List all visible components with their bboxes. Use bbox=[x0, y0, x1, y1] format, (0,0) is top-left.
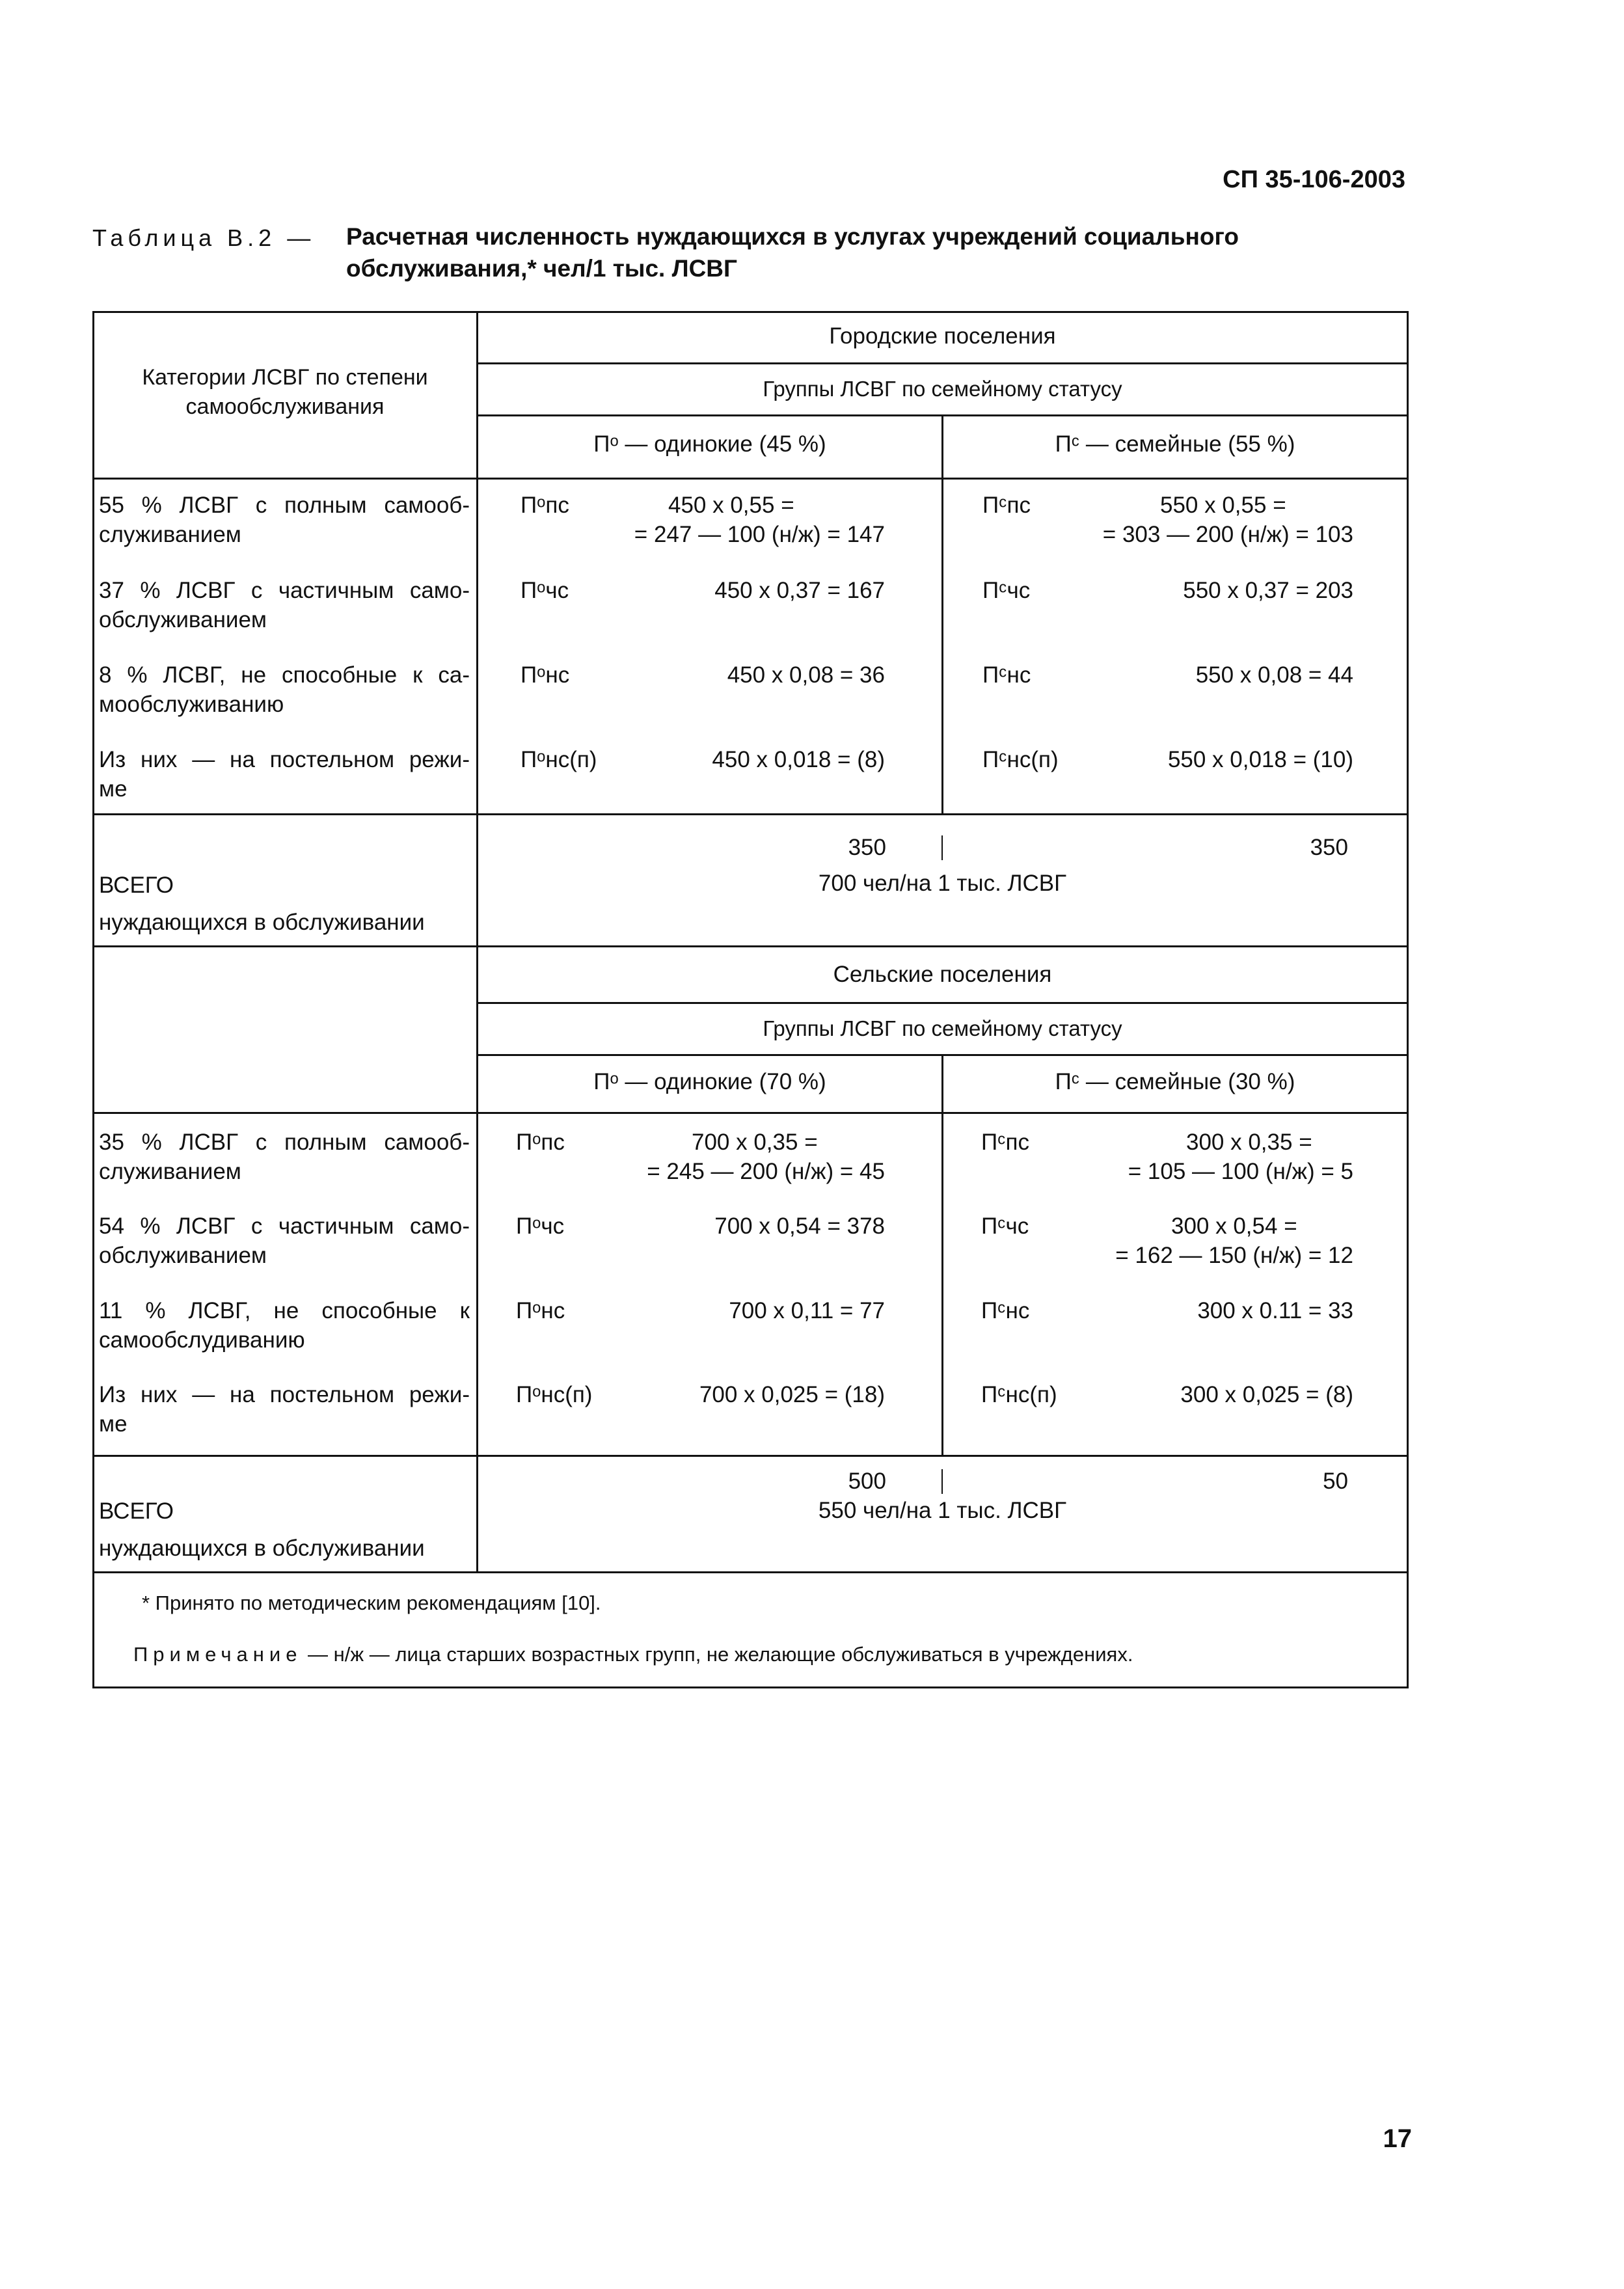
rural-single-column-header: Пᵒ — одинокие (70 %) bbox=[593, 1069, 826, 1094]
rural-family-groups-header: Группы ЛСВГ по семейному статусу bbox=[763, 1016, 1122, 1040]
urban-family-column-header: Пᶜ — семейные (55 %) bbox=[1055, 431, 1295, 457]
total-label-cont: нуждающихся в обслуживании bbox=[99, 910, 425, 935]
single-group-code: Пᵒпс bbox=[516, 1130, 565, 1155]
single-formula: 450 x 0,08 = 36 bbox=[727, 662, 885, 688]
rural-family-column-header: Пᶜ — семейные (30 %) bbox=[1055, 1069, 1295, 1094]
single-formula: 450 x 0,018 = (8) bbox=[712, 747, 885, 772]
urban-family-groups-header: Группы ЛСВГ по семейному статусу bbox=[763, 377, 1122, 401]
note-label: Примечание bbox=[133, 1643, 303, 1666]
category-label: Из них — на постельном режи- bbox=[99, 1382, 470, 1407]
family-formula: 300 x 0.11 = 33 bbox=[1197, 1298, 1353, 1323]
family-group-code: Пᶜнс(п) bbox=[981, 1382, 1057, 1407]
family-formula: 550 x 0,08 = 44 bbox=[1195, 662, 1353, 688]
category-label: 54 % ЛСВГ с частичным само- bbox=[99, 1213, 470, 1239]
family-result: = 105 — 100 (н/ж) = 5 bbox=[1128, 1159, 1353, 1184]
category-label: Из них — на постельном режи- bbox=[99, 747, 470, 772]
category-header-cont: самообслуживания bbox=[185, 394, 385, 419]
table-caption-prefix: Таблица В.2 — bbox=[92, 224, 316, 251]
family-group-code: Пᶜпс bbox=[982, 493, 1031, 518]
category-label: 37 % ЛСВГ с частичным само- bbox=[99, 578, 470, 603]
category-label-cont: служиванием bbox=[99, 1159, 241, 1184]
single-formula: 450 x 0,55 = bbox=[668, 493, 794, 518]
single-formula: 700 x 0,54 = 378 bbox=[714, 1213, 885, 1239]
total-all: 700 чел/на 1 тыс. ЛСВГ bbox=[818, 871, 1067, 896]
family-formula: 550 x 0,37 = 203 bbox=[1183, 578, 1353, 603]
single-result: = 245 — 200 (н/ж) = 45 bbox=[647, 1159, 885, 1184]
total-single: 500 bbox=[848, 1469, 886, 1494]
category-label: 8 % ЛСВГ, не способные к са- bbox=[99, 662, 470, 688]
category-label-cont: обслуживанием bbox=[99, 1243, 267, 1268]
family-formula: 300 x 0,35 = bbox=[1186, 1130, 1312, 1155]
total-label-cont: нуждающихся в обслуживании bbox=[99, 1536, 425, 1561]
family-group-code: Пᶜнс(п) bbox=[982, 747, 1059, 772]
document-code: СП 35-106-2003 bbox=[1223, 166, 1405, 193]
total-family: 350 bbox=[1310, 835, 1348, 860]
table-note bbox=[133, 1643, 1133, 1666]
single-result: = 247 — 100 (н/ж) = 147 bbox=[634, 522, 885, 547]
total-family: 50 bbox=[1323, 1469, 1348, 1494]
urban-settlements-header: Городские поселения bbox=[829, 323, 1056, 349]
family-formula: 550 x 0,018 = (10) bbox=[1167, 747, 1353, 772]
table-caption-title-cont: обслуживания,* чел/1 тыс. ЛСВГ bbox=[346, 255, 737, 282]
category-label: 55 % ЛСВГ с полным самооб- bbox=[99, 493, 470, 518]
single-formula: 700 x 0,025 = (18) bbox=[699, 1382, 885, 1407]
category-label: 35 % ЛСВГ с полным самооб- bbox=[99, 1130, 470, 1155]
single-group-code: Пᵒнс bbox=[516, 1298, 565, 1323]
table-footnote: * Принято по методическим рекомендациям [10]. bbox=[142, 1591, 601, 1614]
family-group-code: Пᶜчс bbox=[982, 578, 1031, 603]
total-label: ВСЕГО bbox=[99, 873, 174, 898]
category-label: 11 % ЛСВГ, не способные к bbox=[99, 1298, 470, 1323]
single-formula: 700 x 0,11 = 77 bbox=[729, 1298, 885, 1323]
single-group-code: Пᵒчс bbox=[521, 578, 569, 603]
single-formula: 450 x 0,37 = 167 bbox=[714, 578, 885, 603]
category-label-cont: служиванием bbox=[99, 522, 241, 547]
family-formula: 300 x 0,025 = (8) bbox=[1180, 1382, 1353, 1407]
single-group-code: Пᵒпс bbox=[521, 493, 569, 518]
single-group-code: Пᵒнс(п) bbox=[521, 747, 597, 772]
family-group-code: Пᶜчс bbox=[981, 1213, 1029, 1239]
urban-single-column-header: Пᵒ — одинокие (45 %) bbox=[593, 431, 826, 457]
single-formula: 700 x 0,35 = bbox=[692, 1130, 818, 1155]
single-group-code: Пᵒчс bbox=[516, 1213, 565, 1239]
rural-settlements-header: Сельские поселения bbox=[833, 962, 1052, 987]
family-group-code: Пᶜнс bbox=[982, 662, 1031, 688]
family-result: = 303 — 200 (н/ж) = 103 bbox=[1102, 522, 1353, 547]
single-group-code: Пᵒнс(п) bbox=[516, 1382, 593, 1407]
family-result: = 162 — 150 (н/ж) = 12 bbox=[1115, 1243, 1353, 1268]
total-label: ВСЕГО bbox=[99, 1498, 174, 1524]
family-formula: 550 x 0,55 = bbox=[1160, 493, 1286, 518]
category-label-cont: мообслуживанию bbox=[99, 692, 284, 717]
family-formula: 300 x 0,54 = bbox=[1171, 1213, 1297, 1239]
single-group-code: Пᵒнс bbox=[521, 662, 570, 688]
family-group-code: Пᶜпс bbox=[981, 1130, 1029, 1155]
note-text: — н/ж — лица старших возрастных групп, не желающие обслуживаться в учреждениях. bbox=[302, 1643, 1133, 1666]
total-single: 350 bbox=[848, 835, 886, 860]
category-label-cont: ме bbox=[99, 1411, 128, 1437]
total-all: 550 чел/на 1 тыс. ЛСВГ bbox=[818, 1498, 1067, 1523]
table-caption-title: Расчетная численность нуждающихся в услугах учреждений социального bbox=[346, 223, 1239, 250]
page-number: 17 bbox=[1383, 2124, 1412, 2153]
category-label-cont: ме bbox=[99, 776, 128, 802]
category-header: Категории ЛСВГ по степени bbox=[142, 365, 428, 390]
family-group-code: Пᶜнс bbox=[981, 1298, 1030, 1323]
category-label-cont: обслуживанием bbox=[99, 607, 267, 632]
category-label-cont: самообслудиванию bbox=[99, 1327, 305, 1353]
